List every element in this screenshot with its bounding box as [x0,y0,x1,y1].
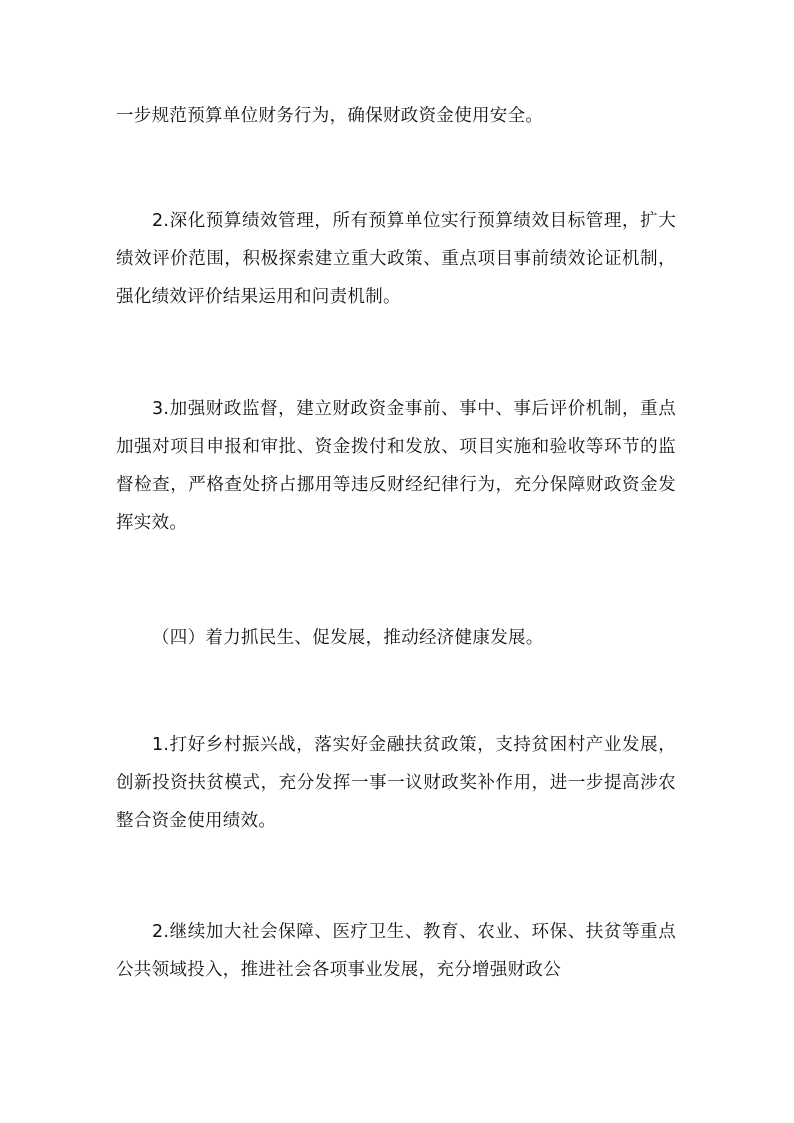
paragraph-item-1-rural-revitalization: 1.打好乡村振兴战，落实好金融扶贫政策，支持贫困村产业发展，创新投资扶贫模式，充分发挥一事一议财政奖补作用，进一步提高涉农整合资金使用绩效。 [116,735,676,831]
paragraph-continuation: 一步规范预算单位财务行为，确保财政资金使用安全。 [116,106,544,126]
paragraph-item-3-financial-supervision: 3.加强财政监督，建立财政资金事前、事中、事后评价机制，重点加强对项目申报和审批、资金拨付和发放、项目实施和验收等环节的监督检查，严格查处挤占挪用等违反财经纪律行为，充分保障财政资金发挥实效。 [116,399,676,533]
paragraph-item-2-performance-management: 2.深化预算绩效管理，所有预算单位实行预算绩效目标管理，扩大绩效评价范围，积极探索建立重大政策、重点项目事前绩效论证机制，强化绩效评价结果运用和问责机制。 [116,211,676,307]
section-heading-four: （四）着力抓民生、促发展，推动经济健康发展。 [152,628,544,648]
paragraph-item-2-public-investment: 2.继续加大社会保障、医疗卫生、教育、农业、环保、扶贫等重点公共领域投入，推进社会各项事业发展，充分增强财政公 [116,922,676,980]
